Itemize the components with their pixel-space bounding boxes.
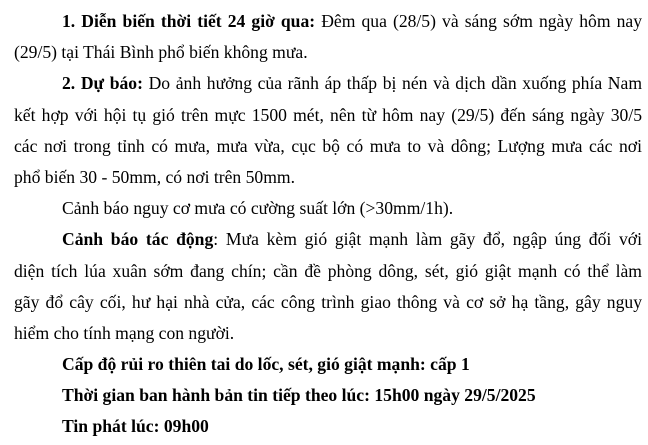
- section2-line4: [14, 162, 642, 193]
- issued-time-text: Tin phát lúc: 09h00: [62, 416, 209, 437]
- next-bulletin-time: [14, 380, 642, 411]
- impact-text-2: diện tích lúa xuân sớm đang chín; cần đề phòng dông, sét, gió giật mạnh có thể làm: [14, 260, 642, 281]
- section1-text-1: Đêm qua (28/5) và sáng sớm ngày hôm nay: [315, 11, 642, 31]
- section1-heading: 1. Diễn biến thời tiết 24 giờ qua:: [62, 11, 316, 31]
- section2-text-3: các nơi trong tỉnh có mưa, mưa vừa, cục bộ có mưa to và dông; Lượng mưa các nơi: [14, 135, 642, 156]
- weather-bulletin: [14, 6, 642, 443]
- section1-line2: [14, 37, 642, 68]
- section2-line1: [14, 68, 642, 99]
- impact-line1: [14, 224, 642, 255]
- section2-line3: [14, 131, 642, 162]
- section2-line2: [14, 100, 642, 131]
- rain-intensity-warning-text: Cảnh báo nguy cơ mưa có cường suất lớn (>30mm/1h).: [62, 198, 454, 219]
- next-bulletin-text: Thời gian ban hành bản tin tiếp theo lúc: 15h00 ngày 29/5/2025: [62, 385, 536, 406]
- impact-text-1: : Mưa kèm gió giật mạnh làm gãy đổ, ngập úng đối với: [213, 229, 642, 250]
- impact-line3: [14, 287, 642, 318]
- section1-text-2: (29/5) tại Thái Bình phổ biến không mưa.: [14, 42, 308, 63]
- impact-text-4: hiểm cho tính mạng con người.: [14, 322, 235, 343]
- section2-heading: 2. Dự báo:: [62, 73, 143, 94]
- issued-time: [14, 411, 642, 442]
- impact-line4: [14, 318, 642, 349]
- section2-text-2: kết hợp với hội tụ gió trên mực 1500 mét, nên từ hôm nay (29/5) đến sáng ngày 30/5: [14, 104, 642, 125]
- section2-text-1: Do ảnh hưởng của rãnh áp thấp bị nén và dịch dần xuống phía Nam: [142, 73, 643, 94]
- section1-line1: [14, 6, 642, 37]
- rain-intensity-warning: [14, 193, 642, 224]
- impact-heading: Cảnh báo tác động: [62, 229, 214, 250]
- risk-level: [14, 349, 642, 380]
- risk-level-text: Cấp độ rủi ro thiên tai do lốc, sét, gió giật mạnh: cấp 1: [62, 354, 470, 375]
- impact-text-3: gãy đổ cây cối, hư hại nhà cửa, các công trình giao thông và cơ sở hạ tầng, gây nguy: [14, 291, 642, 312]
- section2-text-4: phổ biến 30 - 50mm, có nơi trên 50mm.: [14, 166, 295, 187]
- impact-line2: [14, 256, 642, 287]
